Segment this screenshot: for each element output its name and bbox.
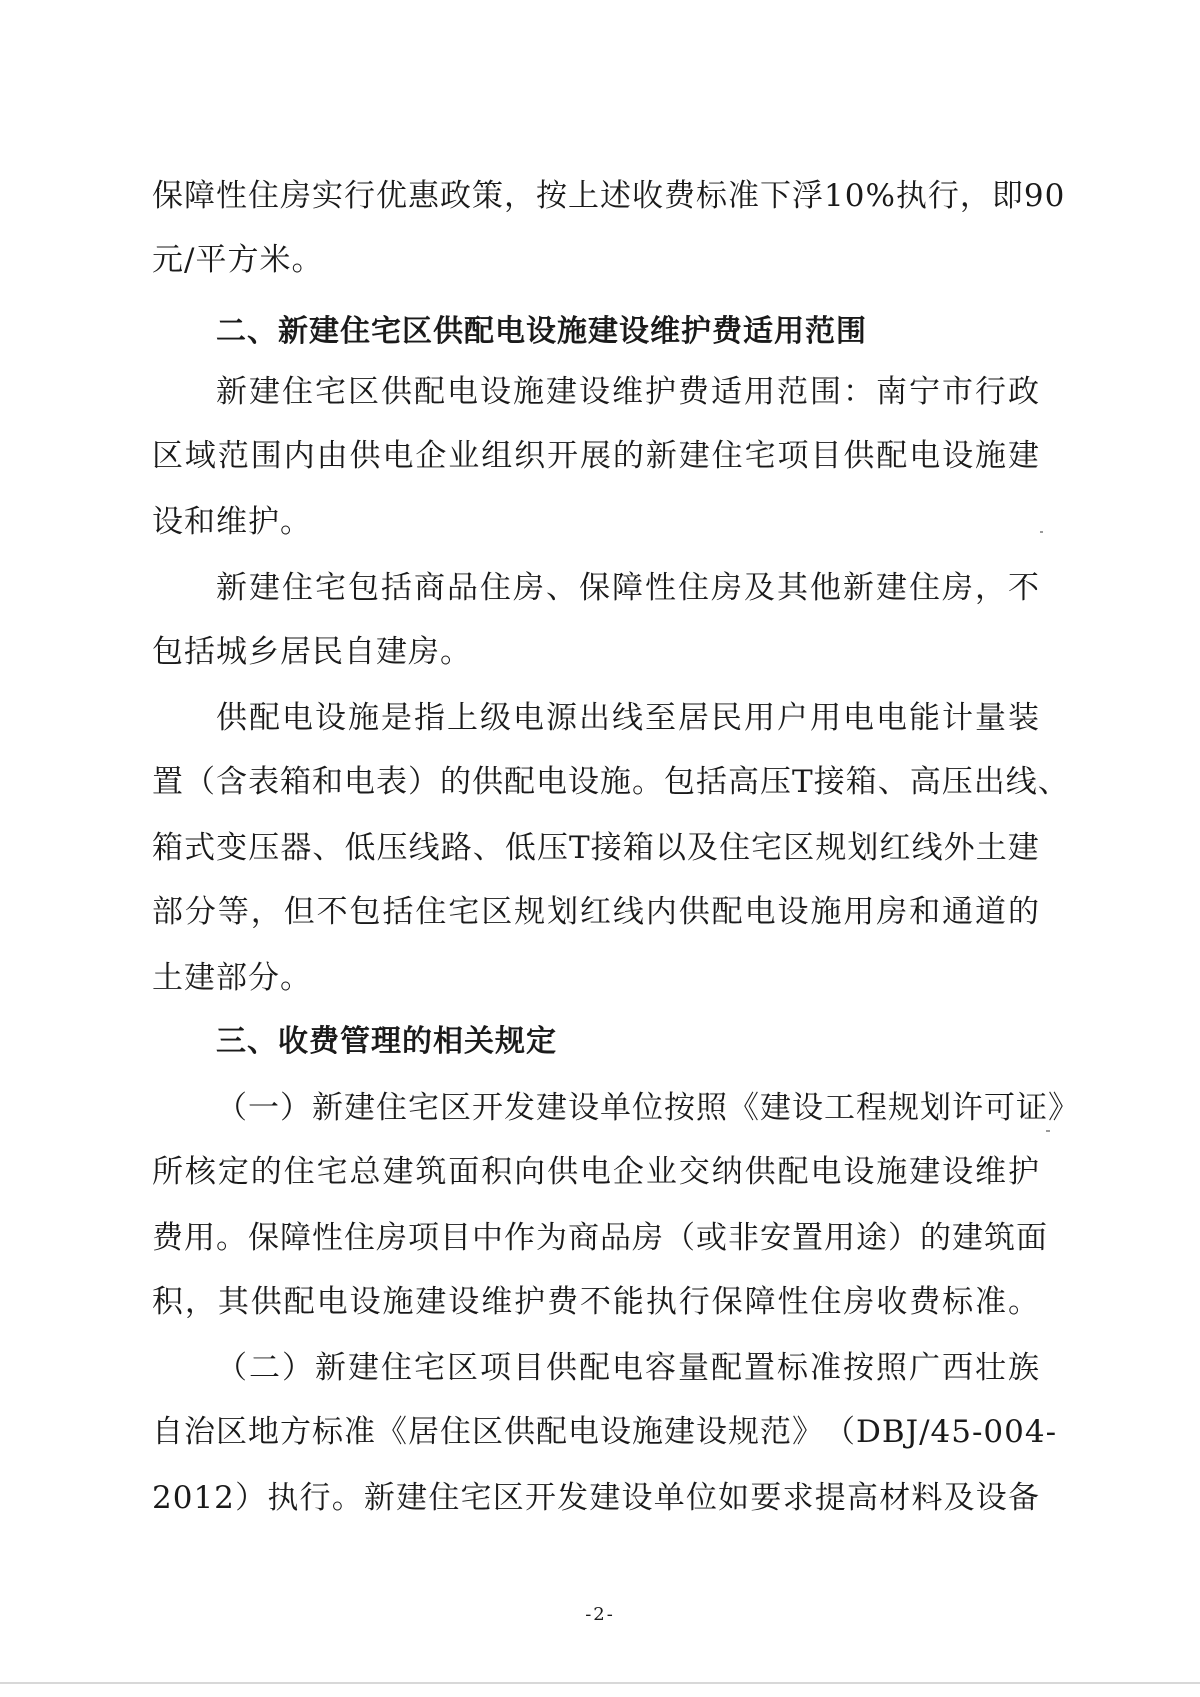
page-number: -2- [585,1604,615,1625]
paragraph-line: 置 （ 含 表 箱 和 电 表 ） 的 供 配 电 设 施 。 包 括 高 压 T 接 箱 、 高 压 出 线 、 [152,764,1070,800]
paragraph-line: 部 分 等 ， 但 不 包 括 住 宅 区 规 划 红 线 内 供 配 电 设 施 用 房 和 通 道 的 [152,894,1040,930]
paragraph-line: 供 配 电 设 施 是 指 上 级 电 源 出 线 至 居 民 用 户 用 电 电 能 计 量 装 [216,700,1040,736]
scan-speck [1040,531,1043,533]
paragraph-line: 2012 ） 执 行 。 新 建 住 宅 区 开 发 建 设 单 位 如 要 求 提 高 材 料 及 设 备 [152,1480,1040,1516]
paragraph-line: 保 障 性 住 房 实 行 优 惠 政 策 ， 按 上 述 收 费 标 准 下 浮 10% 执 行 ， 即 90 [152,178,1066,214]
paragraph-line: 费 用 。 保 障 性 住 房 项 目 中 作 为 商 品 房 （ 或 非 安 置 用 途 ） 的 建 筑 面 [152,1220,1048,1256]
paragraph-line: （ 二 ） 新 建 住 宅 区 项 目 供 配 电 容 量 配 置 标 准 按 照 广 西 壮 族 [216,1350,1040,1386]
paragraph-line: 箱 式 变 压 器 、 低 压 线 路 、 低 压 T 接 箱 以 及 住 宅 区 规 划 红 线 外 土 建 [152,830,1040,866]
paragraph-line: 自 治 区 地 方 标 准 《 居 住 区 供 配 电 设 施 建 设 规 范 》 （ DBJ/45-004- [152,1414,1058,1450]
paragraph-line: 元/平方米。 [152,242,324,278]
paragraph-line: 土建部分。 [152,960,312,996]
paragraph-line: 积 ， 其 供 配 电 设 施 建 设 维 护 费 不 能 执 行 保 障 性 住 房 收 费 标 准 。 [152,1284,1040,1320]
paragraph-line: 包括城乡居民自建房。 [152,634,472,670]
paragraph-line: 新 建 住 宅 区 供 配 电 设 施 建 设 维 护 费 适 用 范 围 ： 南 宁 市 行 政 [216,374,1040,410]
scan-edge-line [0,1682,1200,1684]
paragraph-line: 所 核 定 的 住 宅 总 建 筑 面 积 向 供 电 企 业 交 纳 供 配 电 设 施 建 设 维 护 [152,1154,1040,1190]
paragraph-line: 新 建 住 宅 包 括 商 品 住 房 、 保 障 性 住 房 及 其 他 新 建 住 房 ， 不 [216,570,1040,606]
paragraph-line: 区 域 范 围 内 由 供 电 企 业 组 织 开 展 的 新 建 住 宅 项 目 供 配 电 设 施 建 [152,438,1040,474]
section-heading: 三、收费管理的相关规定 [216,1024,557,1059]
paragraph-line: （ 一 ） 新 建 住 宅 区 开 发 建 设 单 位 按 照 《 建 设 工 程 规 划 许 可 证 》 [216,1090,1080,1126]
paragraph-line: 设和维护。 [152,504,312,540]
scan-speck [1046,1130,1050,1132]
section-heading: 二、新建住宅区供配电设施建设维护费适用范围 [216,314,867,349]
